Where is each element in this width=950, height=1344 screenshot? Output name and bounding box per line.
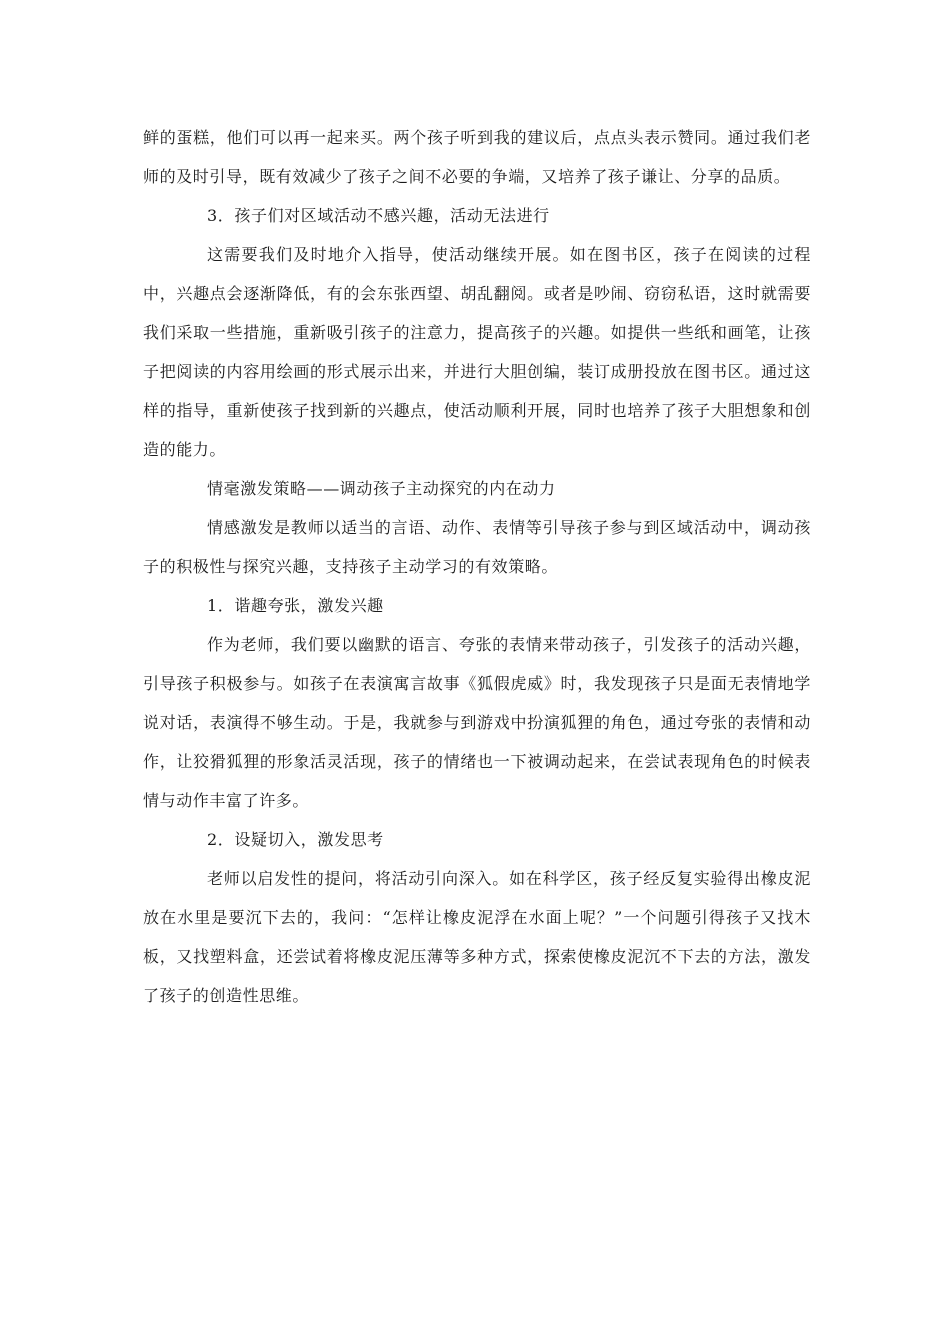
document-body xyxy=(143,118,811,1015)
subheading-1: 1．谐趣夸张，激发兴趣 xyxy=(207,596,384,615)
paragraph-questioning: 老师以启发性的提问，将活动引向深入。如在科学区，孩子经反复实验得出橡皮泥放在水里是要沉下去的，我问：“怎样让橡皮泥浮在水面上呢？”一个问题引得孩子又找木板，又找塑料盒，还尝试着将橡皮泥压薄等多种方式，探索使橡皮泥沉不下去的方法，激发了孩子的创造性思维。 xyxy=(143,869,811,1005)
paragraph-continuation: 鲜的蛋糕，他们可以再一起来买。两个孩子听到我的建议后，点点头表示赞同。通过我们老师的及时引导，既有效减少了孩子之间不必要的争端，又培养了孩子谦让、分享的品质。 xyxy=(143,128,811,186)
paragraph-reading-area: 这需要我们及时地介入指导，使活动继续开展。如在图书区，孩子在阅读的过程中，兴趣点会逐渐降低，有的会东张西望、胡乱翻阅。或者是吵闹、窃窃私语，这时就需要我们采取一些措施，重新吸引孩子的注意力，提高孩子的兴趣。如提供一些纸和画笔，让孩子把阅读的内容用绘画的形式展示出来，并进行大胆创编，装订成册投放在图书区。通过这样的指导，重新使孩子找到新的兴趣点，使活动顺利开展，同时也培养了孩子大胆想象和创造的能力。 xyxy=(143,245,811,459)
section-heading: 情毫激发策略——调动孩子主动探究的内在动力 xyxy=(207,479,556,498)
subheading-2: 2．设疑切入，激发思考 xyxy=(207,830,384,849)
paragraph-humor: 作为老师，我们要以幽默的语言、夸张的表情来带动孩子，引发孩子的活动兴趣，引导孩子积极参与。如孩子在表演寓言故事《狐假虎威》时，我发现孩子只是面无表情地学说对话，表演得不够生动。于是，我就参与到游戏中扮演狐狸的角色，通过夸张的表情和动作，让狡猾狐狸的形象活灵活现，孩子的情绪也一下被调动起来，在尝试表现角色的时候表情与动作丰富了许多。 xyxy=(143,635,811,810)
paragraph-emotion-strategy: 情感激发是教师以适当的言语、动作、表情等引导孩子参与到区域活动中，调动孩子的积极性与探究兴趣，支持孩子主动学习的有效策略。 xyxy=(143,518,811,576)
subheading-3: 3．孩子们对区域活动不感兴趣，活动无法进行 xyxy=(207,206,550,225)
